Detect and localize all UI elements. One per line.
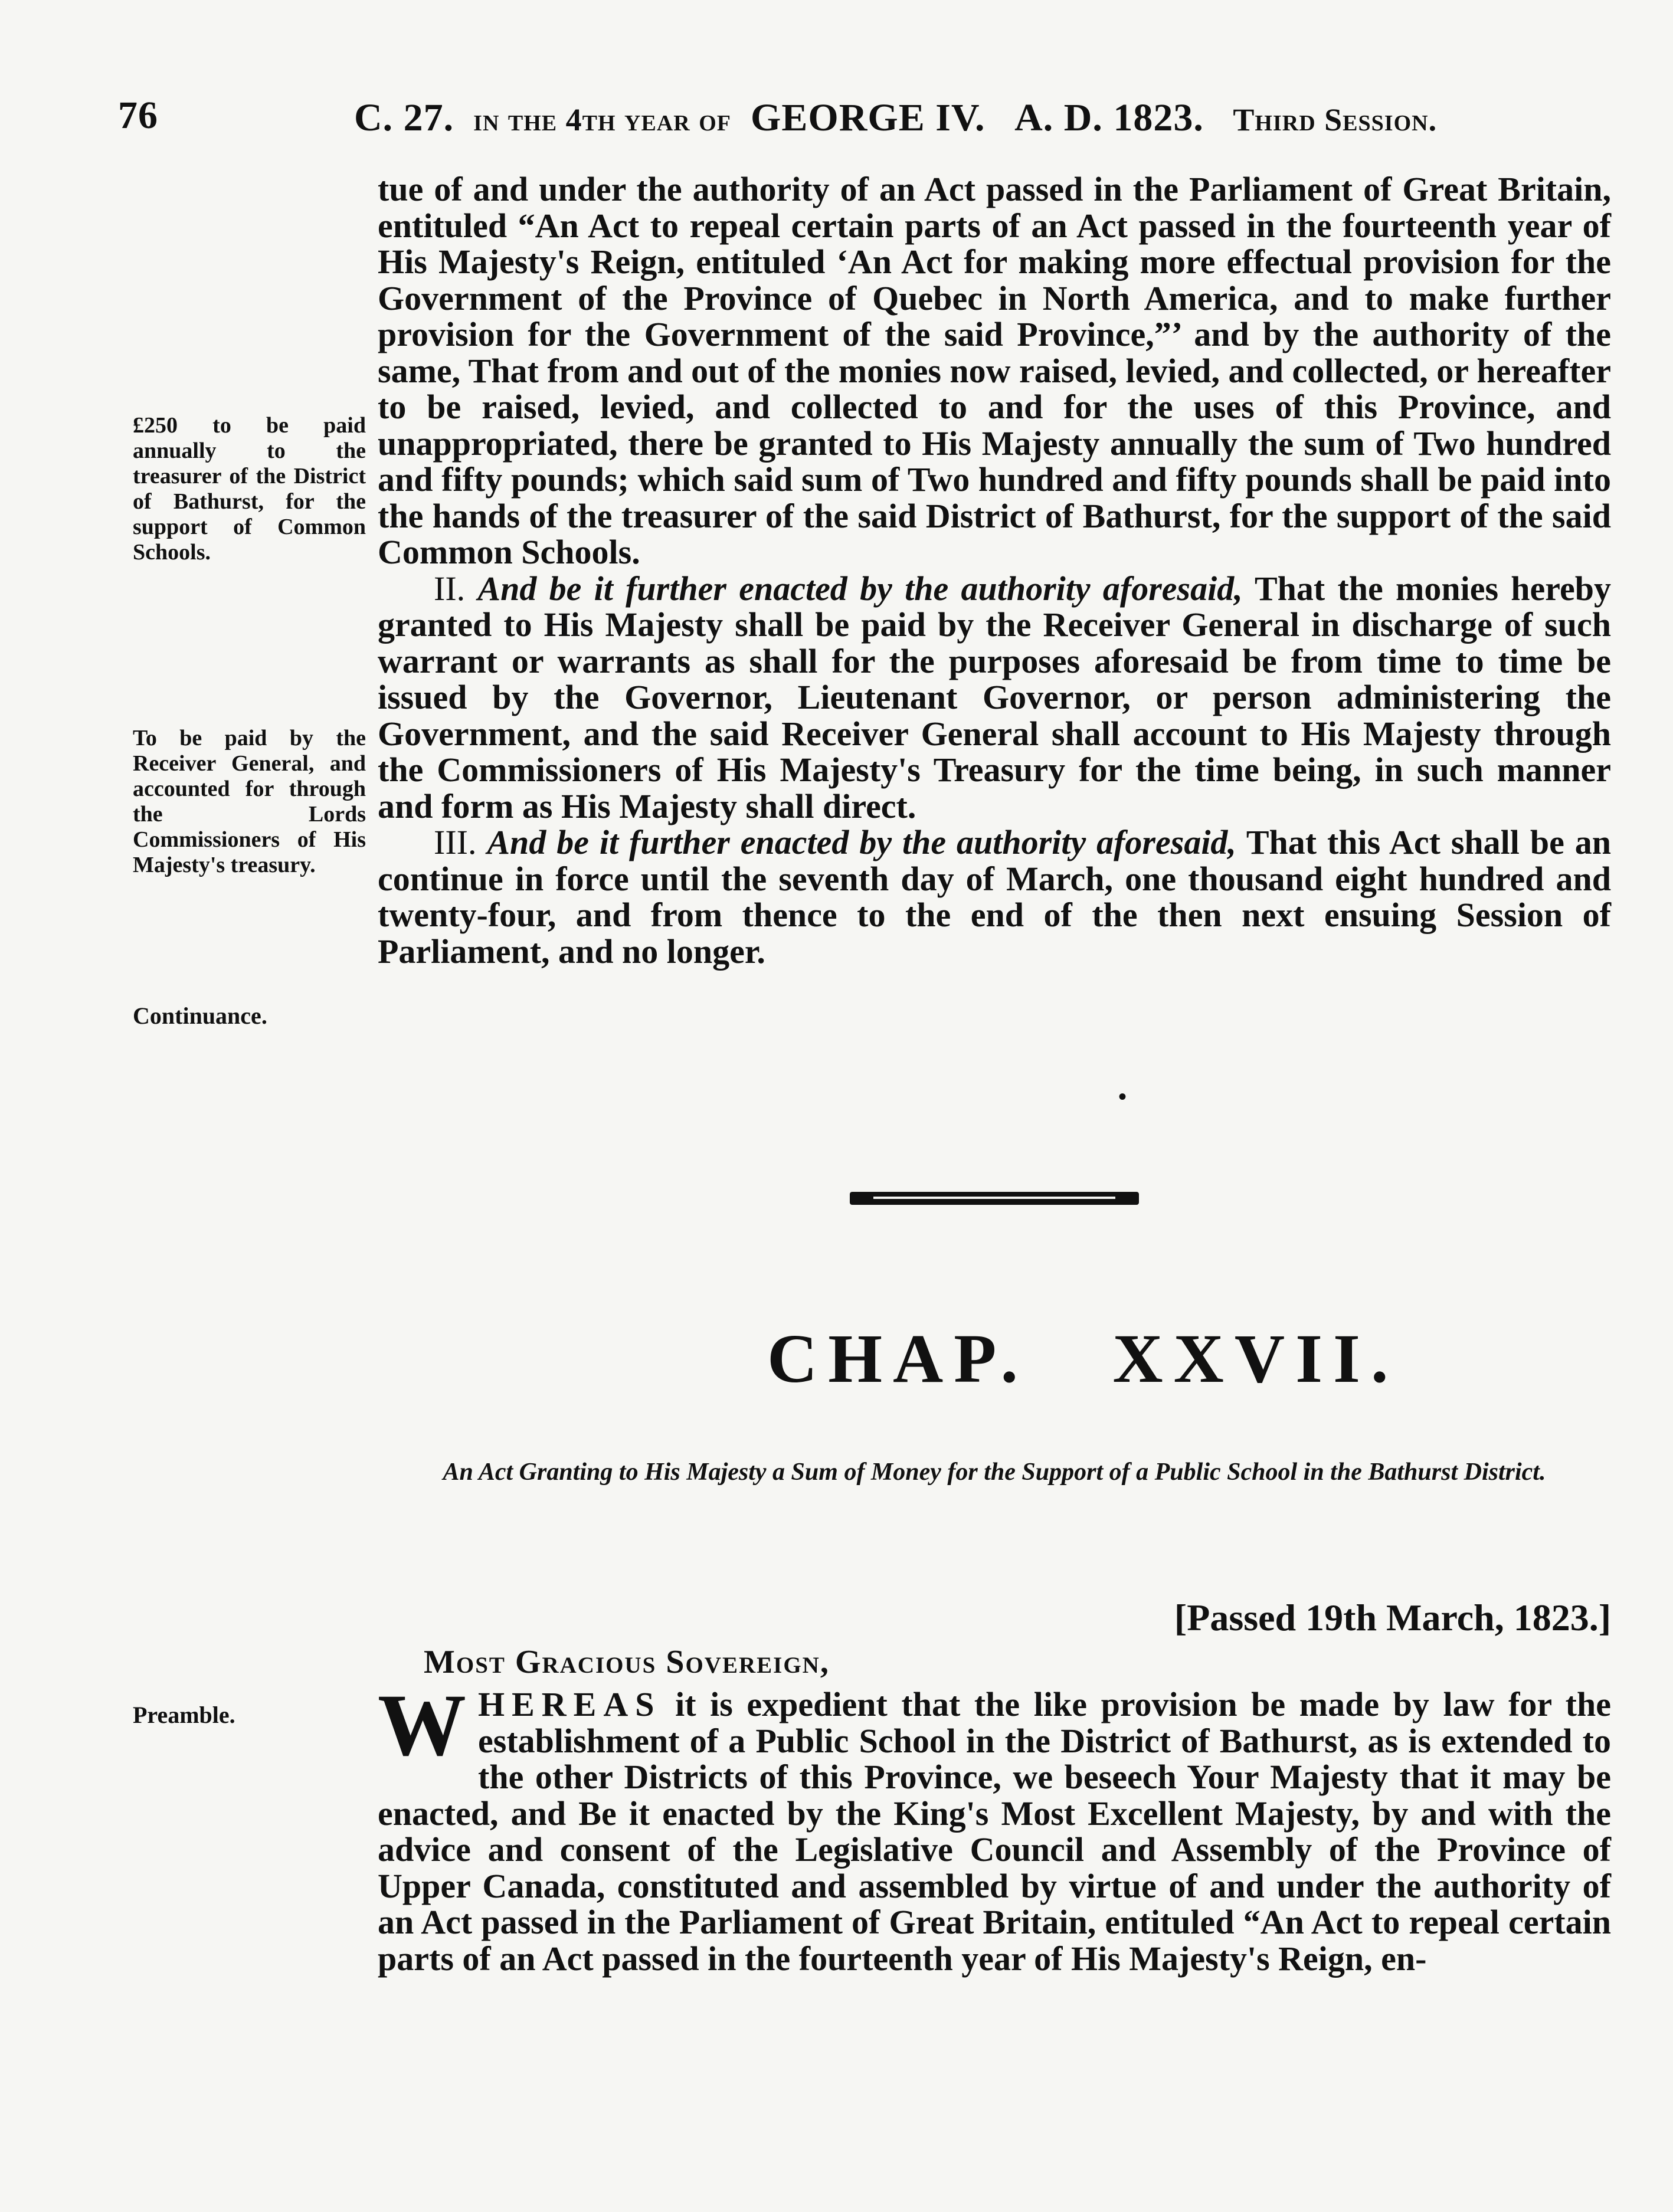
drop-cap: W <box>378 1676 466 1774</box>
section-2-numeral: II. <box>434 569 466 608</box>
session-label: Third Session. <box>1233 102 1438 137</box>
section-2-enacting-clause: And be it further enacted by the authority aforesaid, <box>477 569 1243 608</box>
printer-mark: • <box>1118 1083 1127 1110</box>
year-text: in the 4th year of <box>473 102 731 137</box>
salutation: Most Gracious Sovereign, <box>424 1644 830 1680</box>
side-note-continuance: Continuance. <box>133 1002 267 1029</box>
section-1-text <box>378 171 1611 969</box>
chapter-ref: C. 27. <box>354 96 454 139</box>
section-3-paragraph <box>378 824 1611 969</box>
side-note-preamble: Preamble. <box>133 1702 235 1728</box>
section-3-numeral: III. <box>434 823 477 861</box>
preamble-paragraph <box>378 1676 1611 1978</box>
section-3-enacting-clause: And be it further enacted by the authority aforesaid, <box>487 823 1236 861</box>
act-title: An Act Granting to His Majesty a Sum of Money for the Support of a Public School in the Bathurst District. <box>443 1459 1546 1486</box>
side-note-receiver-general: To be paid by the Receiver General, and accounted for through the Lords Commissioners of His Majesty's treasury. <box>133 726 366 877</box>
whereas-word: HEREAS <box>478 1685 662 1723</box>
preamble-body: it is expedient that the like provision be made by law for the establishment of a Public School in the District of Bathurst, as is extended to the other Districts of this Province, we beseech Your Majesty that it may be enacted, and Be it enacted by the King's Most Excellent Majesty, by and with the advice and consent of the Legislative Council and Assembly of the Province of Upper Canada, constituted and assembled by virtue of and under the authority of an Act passed in the Parliament of Great Britain, entituled “An Act to repeal certain parts of an Act passed in the fourteenth year of His Majesty's Reign, en- <box>378 1685 1611 1978</box>
section-2-paragraph <box>378 571 1611 825</box>
running-head <box>118 89 1605 142</box>
section-3-text: That this Act shall be an continue in force until the seventh day of March, one thousand eight hundred and twenty-four, and from thence to the end of the then next ensuing Session of Parliament, and no longer. <box>378 823 1611 971</box>
page-number: 76 <box>118 94 158 137</box>
chapter-label: CHAP. <box>767 1320 1029 1397</box>
section-2-text: That the monies hereby granted to His Majesty shall be paid by the Receiver General in discharge of such warrant or warrants as shall for the purposes aforesaid be from time to time be issued by the Governor, Lieutenant Governor, or person administering the Government, and the said Receiver General shall account to His Majesty through the Commissioners of His Majesty's Treasury for the time being, in such manner and form as His Majesty shall direct. <box>378 569 1611 825</box>
king-name: GEORGE IV. <box>751 96 986 139</box>
running-head-title <box>354 96 1437 140</box>
section-1-paragraph: tue of and under the authority of an Act passed in the Parliament of Great Britain, entituled “An Act to repeal certain parts of an Act passed in the fourteenth year of His Majesty's Reign, entituled ‘An Act for making more effectual provision for the Government of the Province of Quebec in North America, and to make further provision for the Government of the said Province,”’ and by the authority of the same, That from and out of the monies now raised, levied, and collected, or hereafter to be raised, levied, and collected to and for the uses of this Province, and unappropriated, there be granted to His Majesty annually the sum of Two hundred and fifty pounds; which said sum of Two hundred and fifty pounds shall be paid into the hands of the treasurer of the said District of Bathurst, for the support of the said Common Schools. <box>378 170 1611 571</box>
chapter-heading <box>767 1319 1399 1397</box>
preamble-text <box>378 1676 1611 1978</box>
anno-domini: A. D. 1823. <box>1014 96 1204 139</box>
section-divider <box>850 1192 1139 1205</box>
chapter-number: XXVII. <box>1112 1320 1399 1397</box>
passed-date: [Passed 19th March, 1823.] <box>1174 1597 1611 1638</box>
side-note-grant: £250 to be paid annually to the treasurer of the District of Bathurst, for the support of Common Schools. <box>133 413 366 565</box>
